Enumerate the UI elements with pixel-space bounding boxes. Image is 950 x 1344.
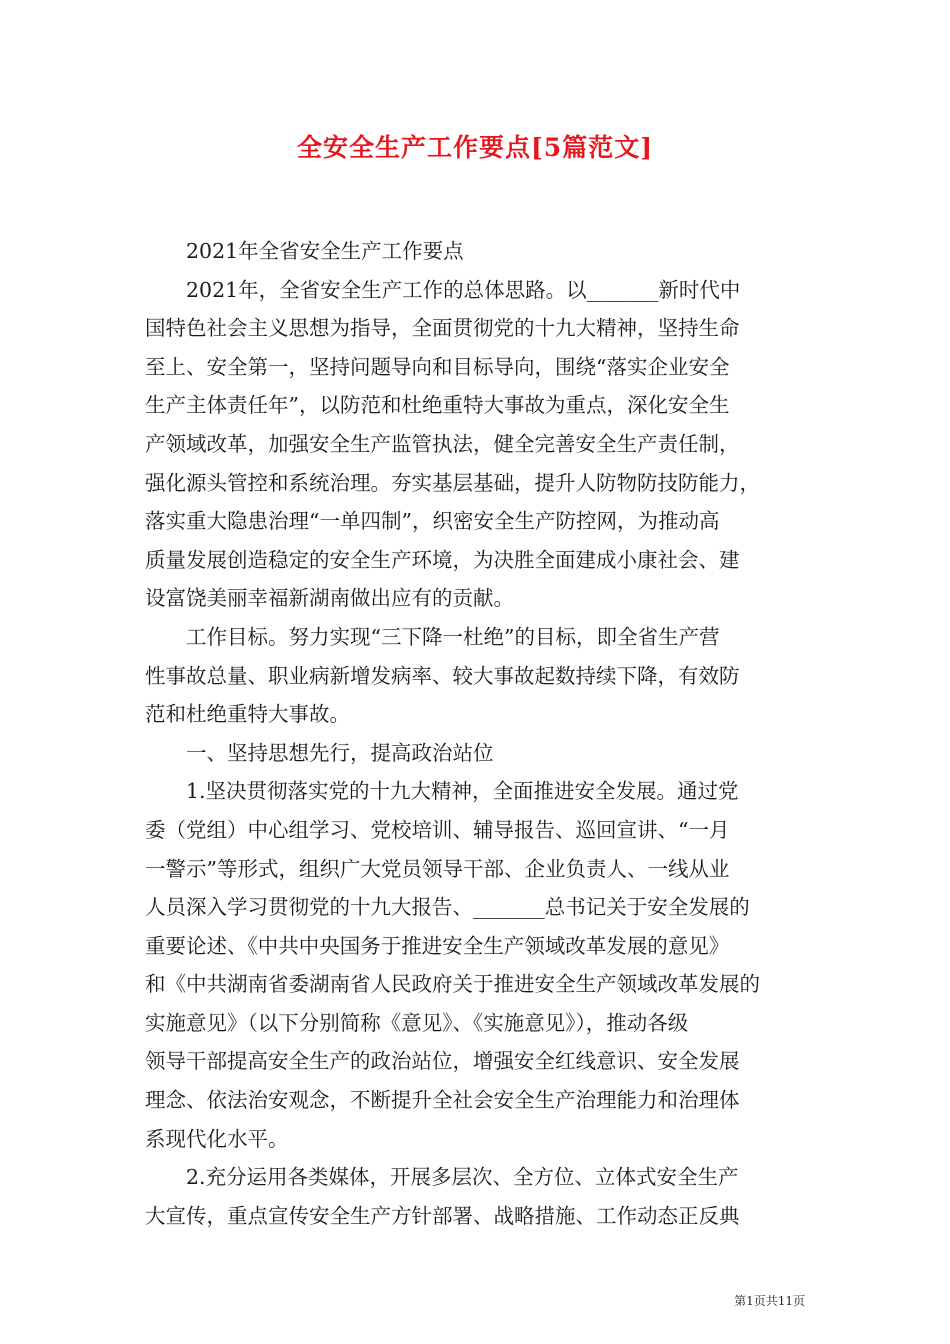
paragraph-line: 领导干部提高安全生产的政治站位，增强安全红线意识、安全发展: [145, 1049, 740, 1074]
paragraph-line: 2021年全省安全生产工作要点: [186, 239, 464, 263]
paragraph-line: 理念、依法治安观念，不断提升全社会安全生产治理能力和治理体: [145, 1088, 740, 1113]
paragraph-line: 重要论述、《中共中央国务于推进安全生产领域改革发展的意见》: [145, 933, 730, 958]
paragraph-line: 性事故总量、职业病新增发病率、较大事故起数持续下降，有效防: [145, 663, 740, 688]
paragraph-line: 大宣传，重点宣传安全生产方针部署、战略措施、工作动态正反典: [145, 1203, 740, 1228]
paragraph-line: 一警示”等形式，组织广大党员领导干部、企业负责人、一线从业: [145, 856, 730, 881]
page-number: 第1页共11页: [734, 1294, 805, 1308]
paragraph-line: 人员深入学习贯彻党的十九大报告、_______总书记关于安全发展的: [145, 895, 750, 920]
section-heading: 一、坚持思想先行，提高政治站位: [186, 740, 494, 765]
paragraph-line: 落实重大隐患治理“一单四制”，织密安全生产防控网，为推动高: [145, 509, 720, 534]
paragraph-line: 生产主体责任年”，以防范和杜绝重特大事故为重点，深化安全生: [145, 393, 730, 418]
paragraph-line: 和《中共湖南省委湖南省人民政府关于推进安全生产领域改革发展的: [145, 972, 760, 997]
paragraph-line: 设富饶美丽幸福新湖南做出应有的贡献。: [145, 586, 514, 611]
paragraph-line: 强化源头管控和系统治理。夯实基层基础，提升人防物防技防能力，: [145, 470, 760, 495]
paragraph-line: 国特色社会主义思想为指导，全面贯彻党的十九大精神，坚持生命: [145, 316, 740, 341]
paragraph-line: 委（党组）中心组学习、党校培训、辅导报告、巡回宣讲、“一月: [145, 817, 730, 842]
paragraph-line: 质量发展创造稳定的安全生产环境，为决胜全面建成小康社会、建: [145, 547, 740, 572]
paragraph-line: 2021年，全省安全生产工作的总体思路。以_______新时代中: [186, 277, 741, 302]
paragraph-line: 至上、安全第一，坚持问题导向和目标导向，围绕“落实企业安全: [145, 354, 730, 379]
paragraph-line: 工作目标。努力实现“三下降一杜绝”的目标，即全省生产营: [186, 624, 720, 649]
paragraph-line: 1.坚决贯彻落实党的十九大精神，全面推进安全发展。通过党: [186, 779, 739, 804]
document-title: 全安全生产工作要点[5篇范文]: [296, 133, 654, 162]
paragraph-line: 产领域改革，加强安全生产监管执法，健全完善安全生产责任制，: [145, 431, 740, 456]
document-body: [145, 232, 810, 1235]
paragraph-line: 2.充分运用各类媒体，开展多层次、全方位、立体式安全生产: [186, 1165, 739, 1190]
paragraph-line: 系现代化水平。: [145, 1126, 289, 1151]
paragraph-line: 范和杜绝重特大事故。: [145, 702, 350, 727]
paragraph-line: 实施意见》（以下分别简称《意见》、《实施意见》），推动各级: [145, 1010, 689, 1035]
